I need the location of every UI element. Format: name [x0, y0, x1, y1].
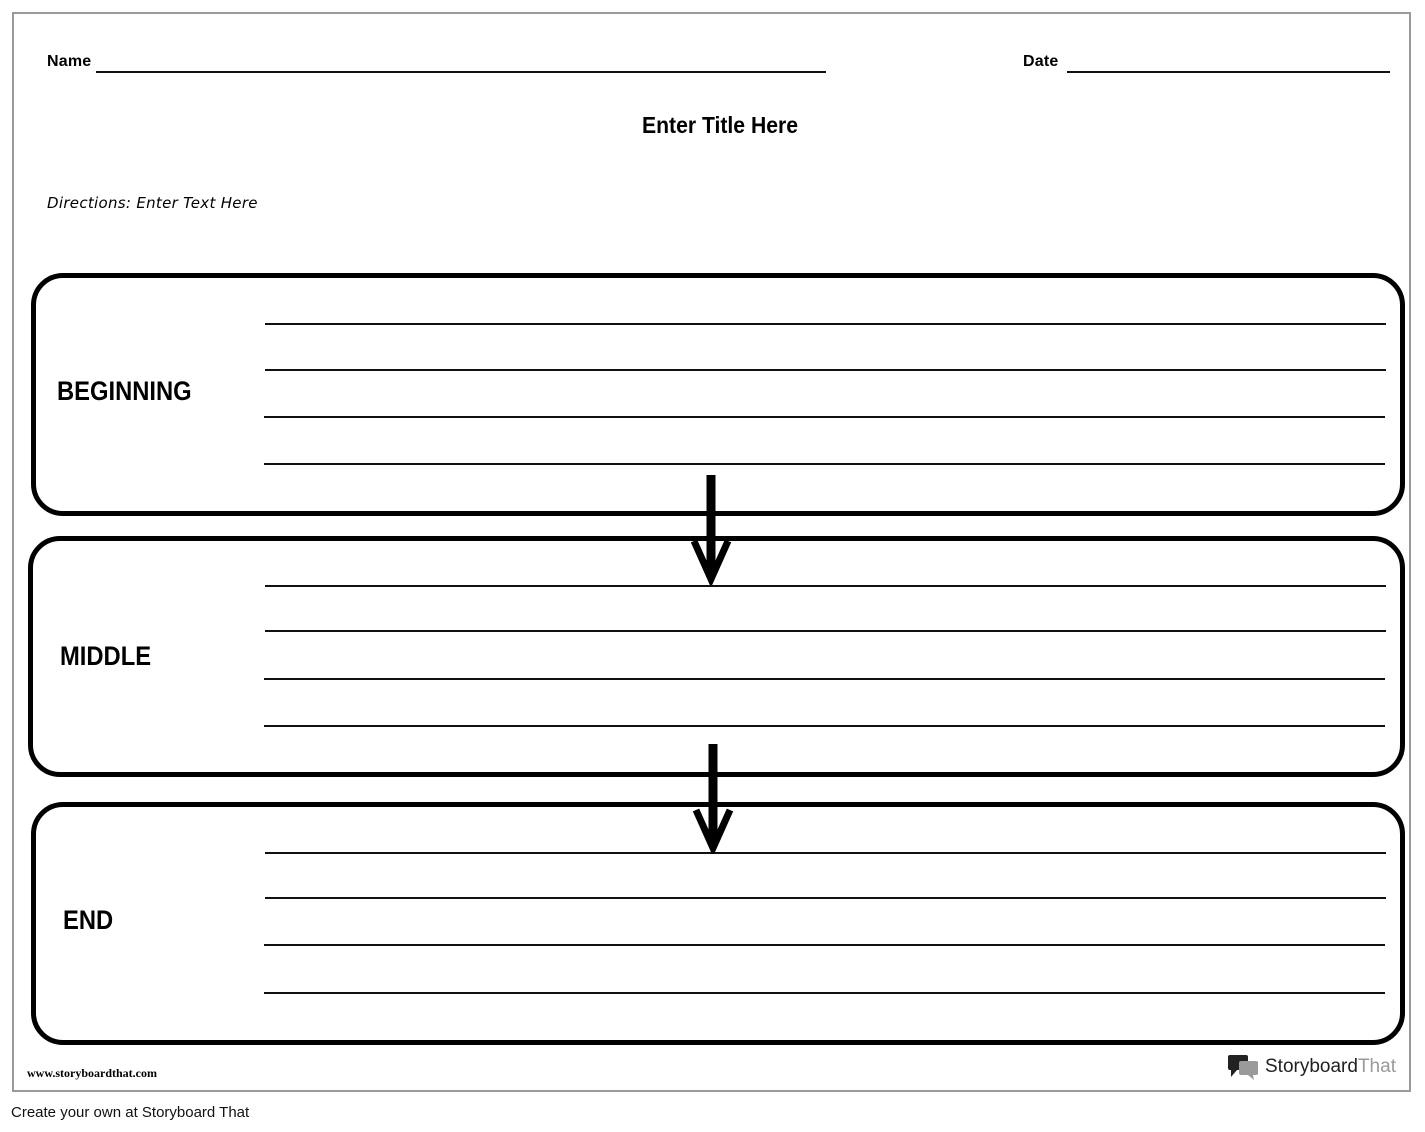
end-writing-line[interactable]	[265, 897, 1386, 899]
logo-word-secondary: That	[1357, 1056, 1396, 1077]
directions-text[interactable]: Directions: Enter Text Here	[47, 194, 258, 212]
name-label: Name	[47, 53, 92, 70]
date-field[interactable]	[1067, 71, 1390, 73]
speech-bubbles-icon	[1227, 1054, 1259, 1080]
end-writing-line[interactable]	[264, 992, 1385, 994]
section-label-middle: MIDDLE	[60, 641, 152, 671]
down-arrow-icon	[690, 475, 734, 585]
logo-wordmark	[1265, 1056, 1396, 1078]
date-label: Date	[1023, 53, 1059, 70]
name-field[interactable]	[96, 71, 826, 73]
create-your-own-link[interactable]: Create your own at Storyboard That	[11, 1104, 250, 1121]
beginning-writing-line[interactable]	[264, 463, 1385, 465]
middle-writing-line[interactable]	[265, 585, 1386, 587]
end-writing-line[interactable]	[264, 944, 1385, 946]
website-url[interactable]: www.storyboardthat.com	[27, 1066, 157, 1080]
storyboardthat-logo[interactable]	[1227, 1054, 1396, 1080]
section-label-beginning: BEGINNING	[57, 376, 192, 406]
beginning-writing-line[interactable]	[265, 323, 1386, 325]
middle-writing-line[interactable]	[264, 725, 1385, 727]
beginning-writing-line[interactable]	[265, 369, 1386, 371]
worksheet-title[interactable]: Enter Title Here	[641, 112, 799, 138]
down-arrow-icon	[692, 744, 736, 854]
middle-writing-line[interactable]	[264, 678, 1385, 680]
end-writing-line[interactable]	[265, 852, 1386, 854]
beginning-writing-line[interactable]	[264, 416, 1385, 418]
logo-word-primary: Storyboard	[1265, 1056, 1358, 1077]
section-label-end: END	[63, 905, 114, 935]
middle-writing-line[interactable]	[265, 630, 1386, 632]
